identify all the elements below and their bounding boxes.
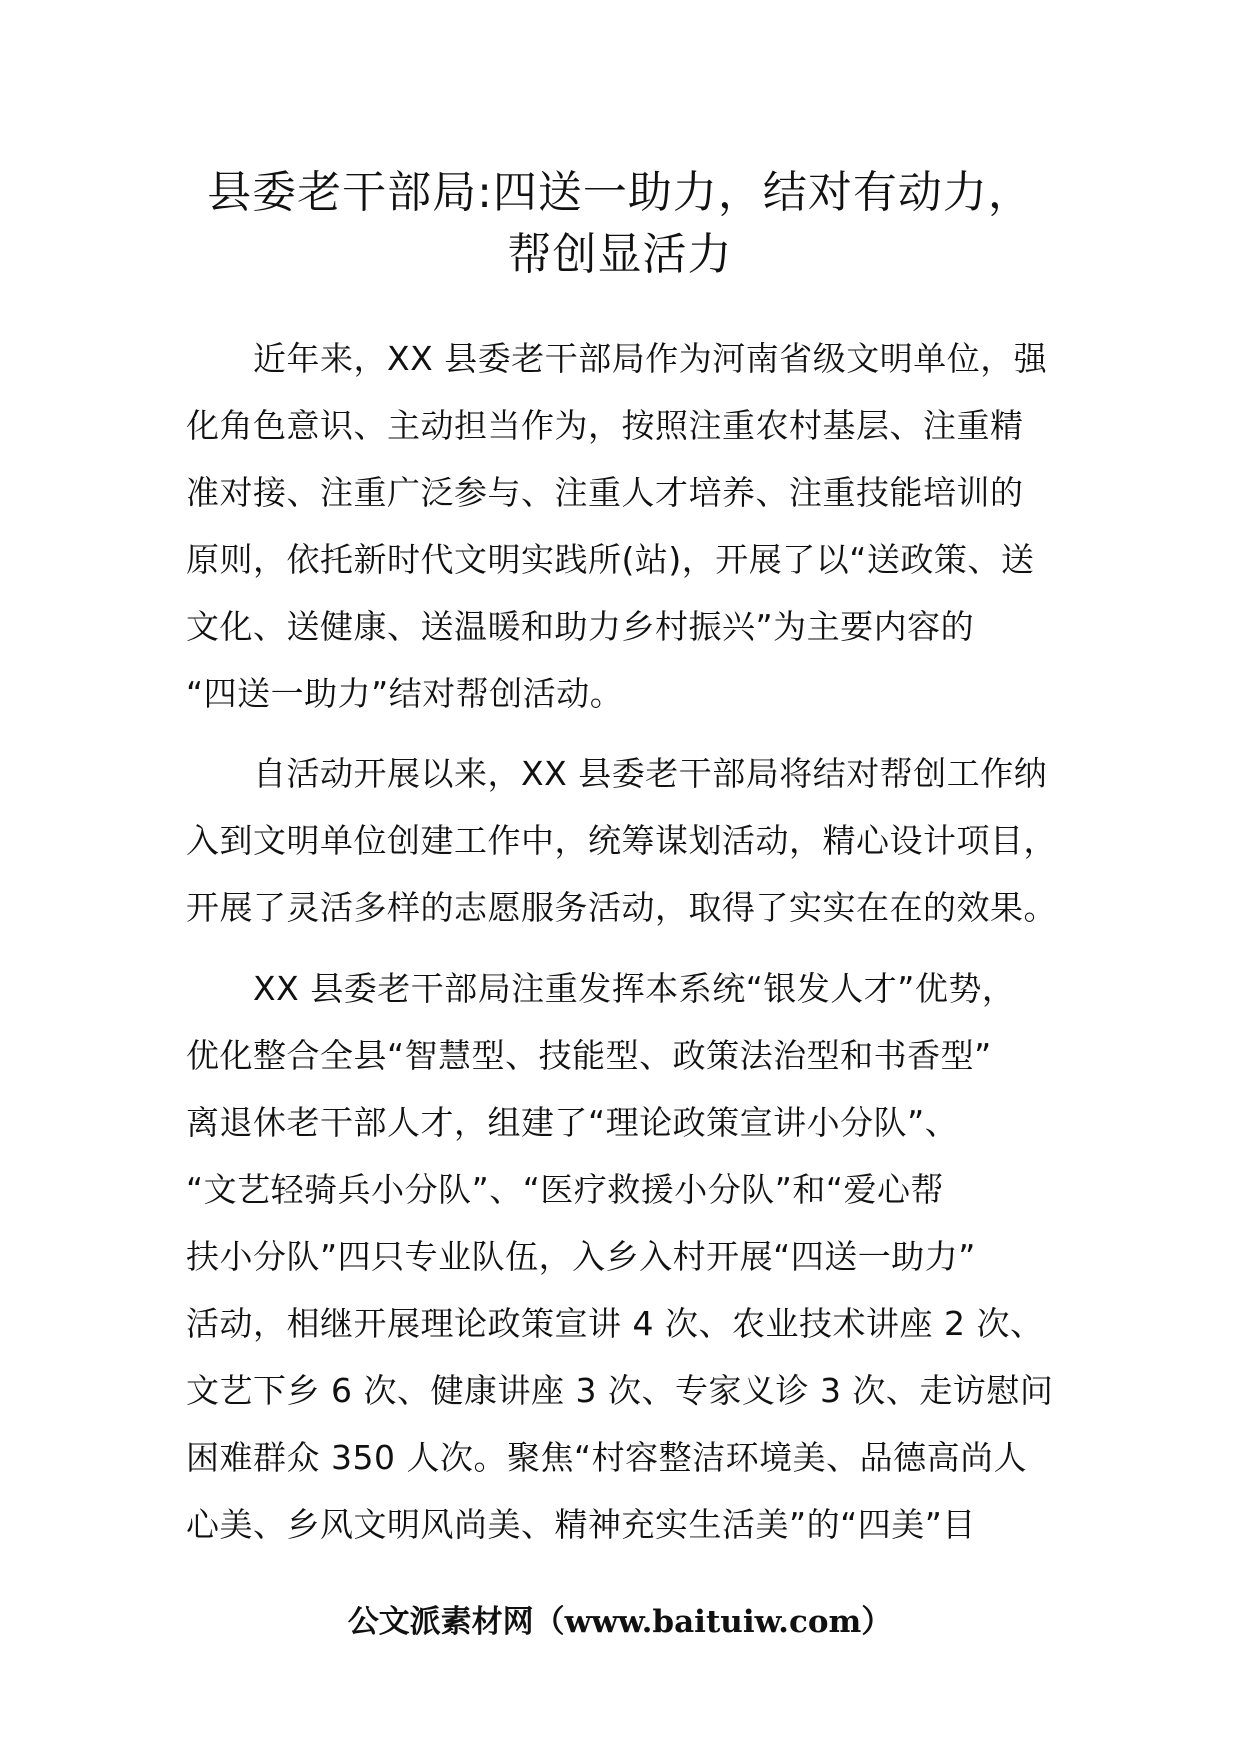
paragraph-line: XX 县委老干部局注重发挥本系统“银发人才”优势，	[186, 969, 1016, 1008]
paragraph-line: 入到文明单位创建工作中，统筹谋划活动，精心设计项目，	[186, 821, 1057, 860]
paragraph-2	[186, 740, 1066, 941]
paragraph-line: 原则，依托新时代文明实践所(站)，开展了以“送政策、送	[186, 540, 1035, 579]
paragraph-line: 开展了灵活多样的志愿服务活动，取得了实实在在的效果。	[186, 888, 1057, 927]
paragraph-line: 文化、送健康、送温暖和助力乡村振兴”为主要内容的	[186, 607, 975, 646]
title-line-2: 帮创显活力	[507, 229, 733, 280]
paragraph-3	[186, 955, 1066, 1558]
paragraph-line: 优化整合全县“智慧型、技能型、政策法治型和书香型”	[186, 1036, 992, 1075]
footer-source: 公文派素材网（www.baituiw.com）	[347, 1604, 893, 1640]
paragraph-line: “四送一助力”结对帮创活动。	[186, 674, 624, 713]
paragraph-line: 文艺下乡 6 次、健康讲座 3 次、专家义诊 3 次、走访慰问	[186, 1371, 1054, 1410]
paragraph-line: “文艺轻骑兵小分队”、“医疗救援小分队”和“爱心帮	[186, 1170, 944, 1209]
paragraph-1	[186, 325, 1066, 727]
title-line-1: 县委老干部局:四送一助力，结对有动力，	[207, 167, 1033, 218]
paragraph-line: 心美、乡风文明风尚美、精神充实生活美”的“四美”目	[186, 1505, 976, 1544]
paragraph-line: 困难群众 350 人次。聚焦“村容整洁环境美、品德高尚人	[186, 1438, 1028, 1477]
paragraph-line: 扶小分队”四只专业队伍，入乡入村开展“四送一助力”	[186, 1237, 976, 1276]
paragraph-line: 活动，相继开展理论政策宣讲 4 次、农业技术讲座 2 次、	[186, 1304, 1044, 1343]
paragraph-line: 离退休老干部人才，组建了“理论政策宣讲小分队”、	[186, 1103, 959, 1142]
document-title	[150, 162, 1090, 286]
paragraph-line: 化角色意识、主动担当作为，按照注重农村基层、注重精	[186, 406, 1024, 445]
paragraph-line: 准对接、注重广泛参与、注重人才培养、注重技能培训的	[186, 473, 1024, 512]
paragraph-line: 自活动开展以来，XX 县委老干部局将结对帮创工作纳	[186, 754, 1048, 793]
paragraph-line: 近年来，XX 县委老干部局作为河南省级文明单位，强	[186, 339, 1048, 378]
